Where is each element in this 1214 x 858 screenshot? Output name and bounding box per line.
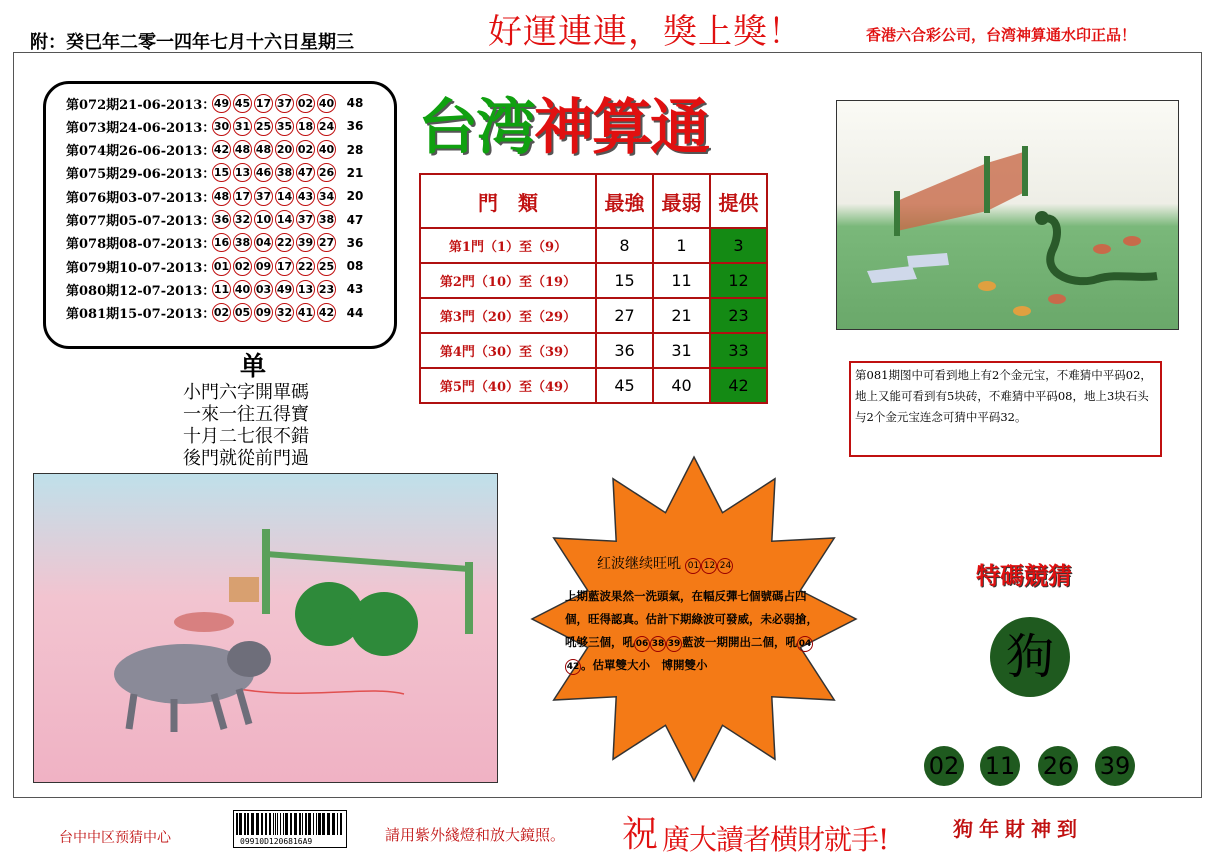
history-special: 08	[346, 259, 364, 274]
history-ball: 18	[296, 117, 315, 136]
header-strong: 最強	[596, 174, 653, 228]
history-ball: 22	[275, 233, 294, 252]
row-strong: 27	[596, 298, 653, 333]
history-ball: 02	[212, 303, 231, 322]
row-strong: 8	[596, 228, 653, 263]
range-table	[419, 173, 768, 404]
history-ball: 25	[254, 117, 273, 136]
prediction-note: 第081期图中可看到地上有2个金元宝，不难猜中平码02，地上又能可看到有5块砖，不难猜中平码08，地上3块石头与2个金元宝连念可猜中平码32。	[849, 361, 1162, 457]
row-label: 第1門（1）至（9）	[420, 228, 596, 263]
star-ball: 06	[634, 636, 650, 652]
star-ball: 38	[650, 636, 666, 652]
table-row	[420, 263, 767, 298]
special-number: 11	[980, 746, 1020, 786]
history-row-label: 第074期26-06-2013：	[66, 144, 216, 160]
history-row-label: 第080期12-07-2013：	[66, 283, 216, 299]
history-special: 36	[346, 235, 364, 250]
star-ball: 39	[666, 636, 682, 652]
history-ball: 49	[275, 280, 294, 299]
barcode-text: 09910D1206816A9	[240, 837, 313, 846]
history-row-label: 第081期15-07-2013：	[66, 307, 216, 323]
history-row	[66, 162, 338, 184]
barcode-bar	[340, 813, 342, 835]
history-special: 44	[346, 305, 364, 320]
history-row	[66, 232, 338, 254]
history-ball: 25	[317, 257, 336, 276]
history-ball: 40	[317, 140, 336, 159]
date-line: 附：癸巳年二零一四年七月十六日星期三	[30, 32, 354, 53]
barcode-bar	[313, 813, 314, 835]
history-ball: 36	[212, 210, 231, 229]
history-ball: 32	[233, 210, 252, 229]
history-ball: 37	[275, 94, 294, 113]
star-ball: 42	[565, 659, 581, 675]
barcode-bar	[327, 813, 330, 835]
barcode-bars	[234, 811, 346, 837]
history-special: 47	[346, 212, 364, 227]
barcode-bar	[308, 813, 311, 835]
history-ball: 11	[212, 280, 231, 299]
barcode-bar	[265, 813, 267, 835]
footer-mid: 請用紫外綫燈和放大鏡照。	[385, 826, 566, 844]
history-ball: 03	[254, 280, 273, 299]
poem-line: 一來一往五得寶	[183, 404, 309, 425]
history-special: 48	[346, 96, 364, 110]
star-text-part1: 上期藍波果然一洗頭氣，在幅反彈七個號碼占四個，旺得認真。估計下期綠波可發威，未必弱搶，吼够三個，吼	[565, 589, 818, 649]
table-row	[420, 333, 767, 368]
history-ball: 47	[296, 163, 315, 182]
barcode-bar	[305, 813, 307, 835]
slogan: 好運連連，獎上獎！	[488, 12, 803, 52]
footer-left: 台中中区预猜中心	[59, 830, 171, 846]
history-ball: 48	[233, 140, 252, 159]
barcode-bar	[247, 813, 249, 835]
snake-illustration	[836, 100, 1179, 330]
history-special: 20	[346, 189, 364, 204]
history-ball: 32	[275, 303, 294, 322]
main-title-part2: 神算通	[534, 93, 708, 163]
history-ball: 17	[233, 187, 252, 206]
barcode-bar	[302, 813, 303, 835]
history-row	[66, 92, 338, 114]
history-ball: 23	[317, 280, 336, 299]
special-number: 02	[924, 746, 964, 786]
history-ball: 09	[254, 303, 273, 322]
star-title-text: 红波继续旺吼	[597, 556, 681, 572]
history-ball: 45	[233, 94, 252, 113]
history-ball: 09	[254, 257, 273, 276]
star-title	[597, 553, 733, 574]
poem-line: 十月二七很不錯	[183, 426, 309, 447]
barcode-bar	[316, 813, 317, 835]
star-text-part2: 藍波一期開出二個，吼	[682, 635, 797, 649]
history-ball: 43	[296, 187, 315, 206]
barcode-bar	[299, 813, 301, 835]
barcode-bar	[294, 813, 297, 835]
star-title-ball: 24	[717, 558, 733, 574]
footer-zhu: 祝	[622, 814, 659, 855]
history-ball: 39	[296, 233, 315, 252]
history-row	[66, 209, 338, 231]
history-ball: 48	[212, 187, 231, 206]
history-row-label: 第073期24-06-2013：	[66, 120, 216, 136]
history-ball: 15	[212, 163, 231, 182]
row-label: 第5門（40）至（49）	[420, 368, 596, 403]
history-ball: 37	[296, 210, 315, 229]
row-strong: 15	[596, 263, 653, 298]
barcode-bar	[269, 813, 271, 835]
history-special: 43	[346, 282, 364, 297]
barcode-bar	[273, 813, 274, 835]
poem-line: 後門就從前門過	[183, 448, 309, 469]
special-number: 26	[1038, 746, 1078, 786]
row-label: 第2門（10）至（19）	[420, 263, 596, 298]
barcode-bar	[332, 813, 335, 835]
header-offer: 提供	[710, 174, 767, 228]
history-ball: 26	[317, 163, 336, 182]
snake-drawing	[837, 101, 1179, 330]
brand-note: 香港六合彩公司，台湾神算通水印正品！	[866, 26, 1137, 44]
history-ball: 13	[233, 163, 252, 182]
footer-right: 狗年財神到	[953, 817, 1083, 841]
history-row-label: 第072期21-06-2013：	[66, 97, 216, 113]
history-ball: 34	[317, 187, 336, 206]
row-weak: 1	[653, 228, 710, 263]
barcode-bar	[277, 813, 278, 835]
history-ball: 38	[275, 163, 294, 182]
poem-title: 单	[240, 352, 267, 382]
poem	[183, 382, 309, 470]
star-text	[565, 585, 827, 677]
barcode-bar	[280, 813, 281, 835]
history-ball: 17	[275, 257, 294, 276]
star-ball: 04	[797, 636, 813, 652]
star-title-ball: 01	[685, 558, 701, 574]
row-weak: 21	[653, 298, 710, 333]
row-offer: 33	[710, 333, 767, 368]
history-row	[66, 185, 338, 207]
history-ball: 27	[317, 233, 336, 252]
barcode-bar	[337, 813, 338, 835]
history-ball: 35	[275, 117, 294, 136]
row-offer: 12	[710, 263, 767, 298]
special-animal: 狗	[990, 617, 1070, 697]
history-ball: 13	[296, 280, 315, 299]
history-ball: 46	[254, 163, 273, 182]
history-ball: 38	[317, 210, 336, 229]
row-weak: 31	[653, 333, 710, 368]
history-ball: 05	[233, 303, 252, 322]
history-ball: 42	[212, 140, 231, 159]
barcode-bar	[251, 813, 254, 835]
history-row	[66, 278, 338, 300]
barcode-bar	[239, 813, 242, 835]
barcode-bar	[256, 813, 259, 835]
history-ball: 48	[254, 140, 273, 159]
barcode-bar	[283, 813, 284, 835]
barcode-bar	[322, 813, 325, 835]
main-title	[418, 80, 708, 166]
history-row	[66, 302, 338, 324]
header-weak: 最弱	[653, 174, 710, 228]
history-ball: 02	[233, 257, 252, 276]
footer-wish: 廣大讀者横財就手!	[662, 823, 889, 856]
history-ball: 42	[317, 303, 336, 322]
history-row	[66, 139, 338, 161]
row-strong: 36	[596, 333, 653, 368]
special-number: 39	[1095, 746, 1135, 786]
history-ball: 02	[296, 140, 315, 159]
history-special: 21	[346, 165, 364, 180]
history-special: 28	[346, 142, 364, 157]
table-header-row	[420, 174, 767, 228]
barcode-bar	[275, 813, 276, 835]
history-ball: 30	[212, 117, 231, 136]
barcode-bar	[290, 813, 292, 835]
history-row-label: 第078期08-07-2013：	[66, 237, 216, 253]
history-ball: 17	[254, 94, 273, 113]
row-offer: 3	[710, 228, 767, 263]
history-ball: 02	[296, 94, 315, 113]
barcode-bar	[285, 813, 288, 835]
table-row	[420, 368, 767, 403]
history-row	[66, 115, 338, 137]
history-special: 36	[346, 119, 364, 134]
row-weak: 11	[653, 263, 710, 298]
history-ball: 10	[254, 210, 273, 229]
barcode-bar	[244, 813, 246, 835]
history-ball: 20	[275, 140, 294, 159]
star-title-ball: 12	[701, 558, 717, 574]
barcode-bar	[318, 813, 321, 835]
history-ball: 41	[296, 303, 315, 322]
row-offer: 42	[710, 368, 767, 403]
history-row-label: 第075期29-06-2013：	[66, 167, 216, 183]
history-ball: 14	[275, 210, 294, 229]
table-row	[420, 298, 767, 333]
history-ball: 24	[317, 117, 336, 136]
row-strong: 45	[596, 368, 653, 403]
star-text-part3: 。估單雙大小 博開雙小	[581, 658, 708, 672]
row-label: 第4門（30）至（39）	[420, 333, 596, 368]
history-ball: 49	[212, 94, 231, 113]
history-ball: 38	[233, 233, 252, 252]
history-ball: 16	[212, 233, 231, 252]
barcode-bar	[236, 813, 238, 835]
row-weak: 40	[653, 368, 710, 403]
history-row-label: 第077期05-07-2013：	[66, 214, 216, 229]
history-row	[66, 255, 338, 277]
history-ball: 04	[254, 233, 273, 252]
row-offer: 23	[710, 298, 767, 333]
history-ball: 22	[296, 257, 315, 276]
history-row-label: 第079期10-07-2013：	[66, 260, 216, 276]
special-title: 特碼競猜	[976, 561, 1072, 590]
history-ball: 14	[275, 187, 294, 206]
history-ball: 40	[317, 94, 336, 113]
main-title-part1: 台湾	[418, 93, 534, 163]
history-ball: 31	[233, 117, 252, 136]
history-ball: 37	[254, 187, 273, 206]
poem-line: 小門六字開單碼	[183, 382, 309, 403]
history-ball: 40	[233, 280, 252, 299]
row-label: 第3門（20）至（29）	[420, 298, 596, 333]
history-row-label: 第076期03-07-2013：	[66, 190, 216, 206]
history-results-box	[43, 81, 397, 349]
pig-drawing	[34, 474, 498, 783]
pig-illustration	[33, 473, 498, 783]
barcode-bar	[261, 813, 263, 835]
header-category: 門 類	[420, 174, 596, 228]
history-ball: 01	[212, 257, 231, 276]
table-row	[420, 228, 767, 263]
